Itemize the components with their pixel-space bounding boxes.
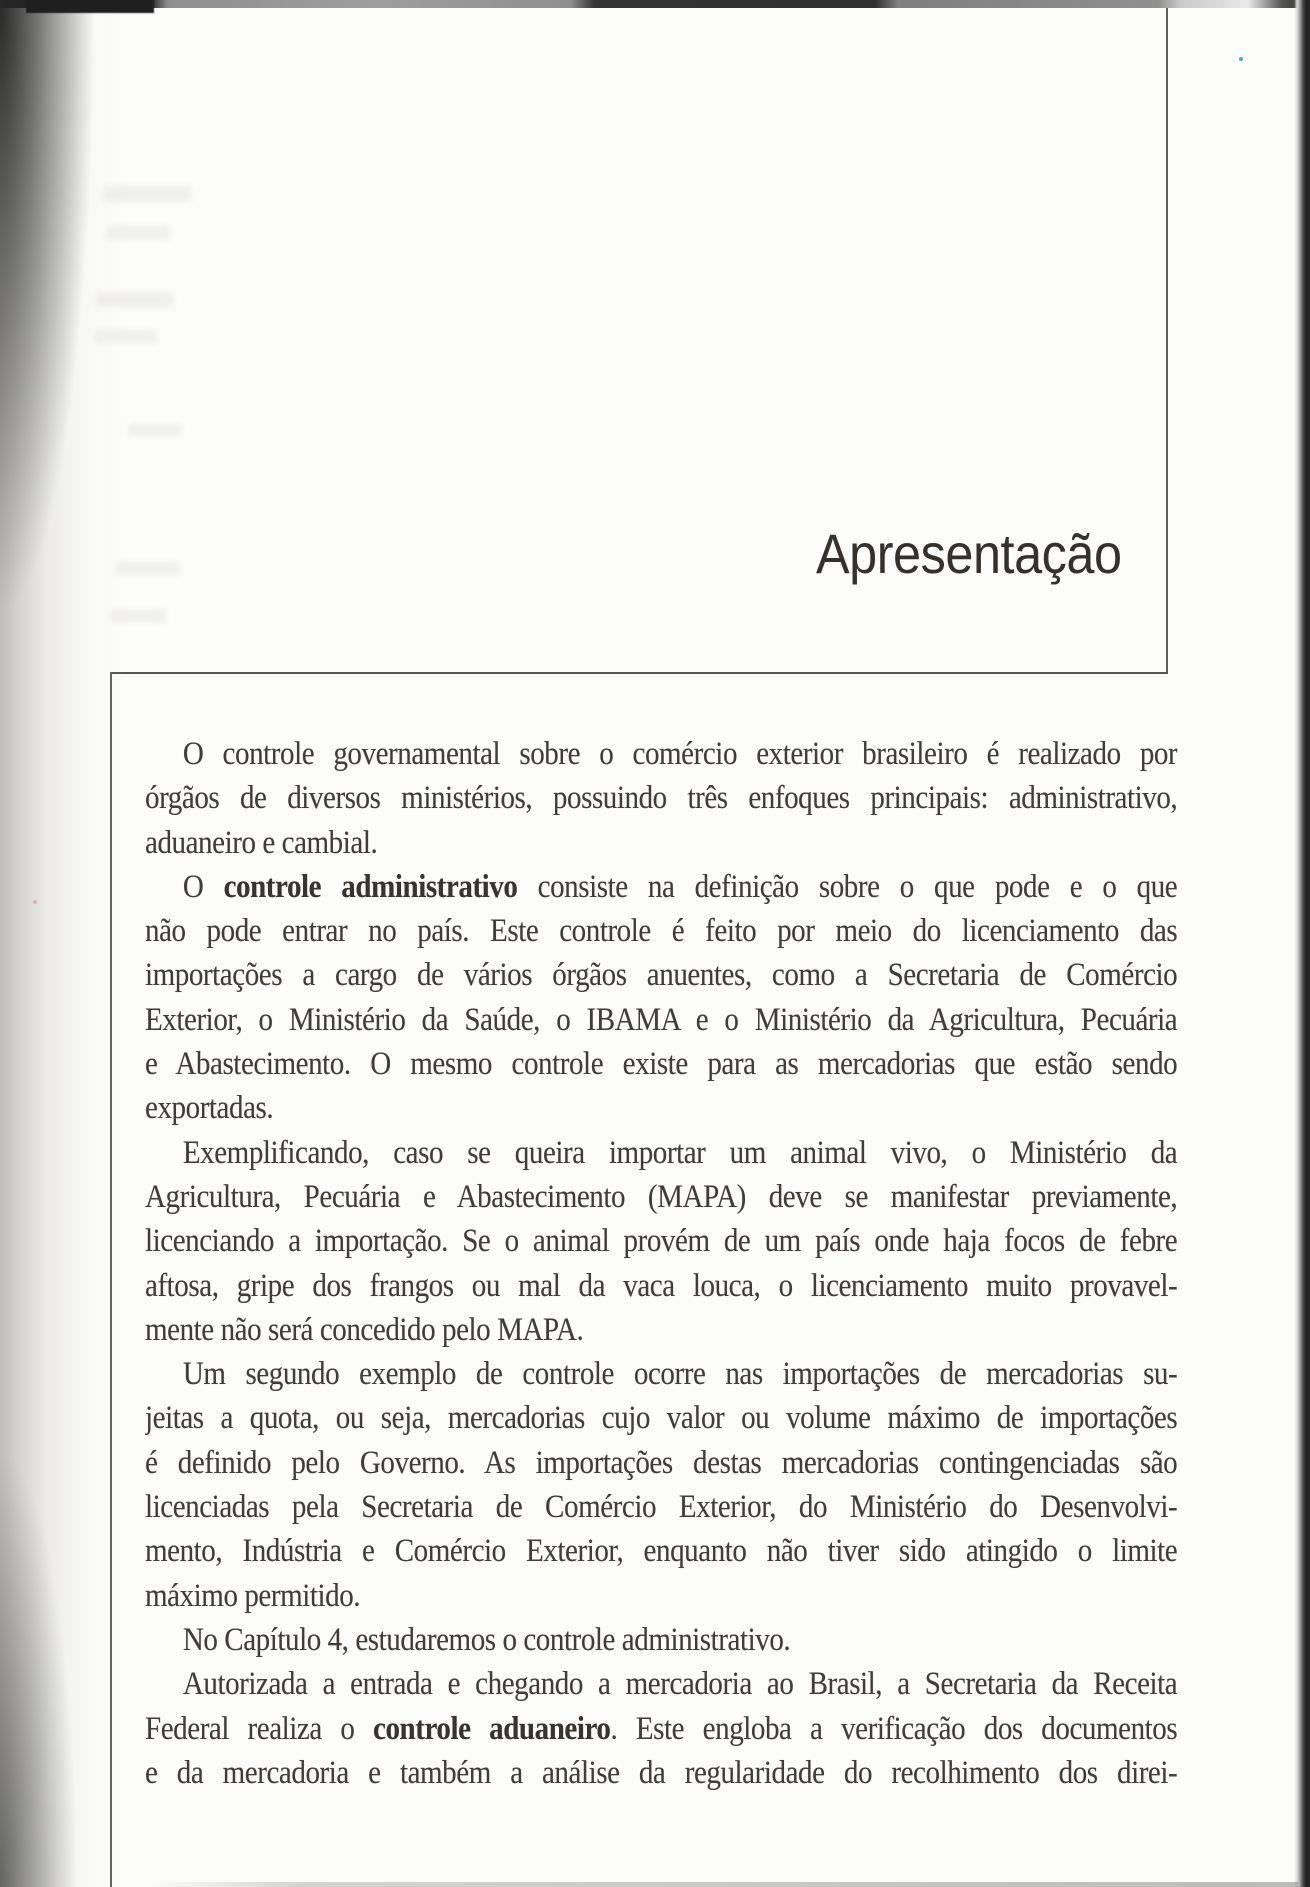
text-line: é definido pelo Governo. As importações destas mercadorias contingenciadas são — [145, 1444, 1178, 1481]
text-run: consiste na definição sobre o que pode e o que — [517, 868, 1178, 905]
box-divider-horizontal — [110, 672, 1168, 674]
text-line: e Abastecimento. O mesmo controle existe para as mercadorias que estão sendo — [145, 1046, 1178, 1083]
text-run: O — [182, 868, 224, 905]
scan-edge-right — [1294, 0, 1310, 1887]
bold-text-run: controle aduaneiro — [373, 1710, 611, 1747]
page-title: Apresentação — [816, 522, 1122, 585]
text-run: . Este engloba a verificação dos documentos — [610, 1710, 1178, 1747]
text-line: No Capítulo 4, estudaremos o controle administrativo. — [182, 1621, 791, 1658]
scan-edge-top — [0, 0, 1310, 8]
text-line: licenciando a importação. Se o animal provém de um país onde haja focos de febre — [145, 1223, 1178, 1260]
text-line: Agricultura, Pecuária e Abastecimento (MAPA) deve se manifestar previamente, — [145, 1178, 1178, 1215]
text-line — [145, 1707, 1177, 1751]
scan-dot-teal — [1239, 57, 1243, 61]
text-line: O controle governamental sobre o comércio exterior brasileiro é realizado por — [182, 736, 1178, 772]
text-line: máximo permitido. — [145, 1577, 361, 1614]
text-line: licenciadas pela Secretaria de Comércio Exterior, do Ministério do Desenvolvi- — [145, 1489, 1178, 1526]
text-line: jeitas a quota, ou seja, mercadorias cujo valor ou volume máximo de importações — [145, 1400, 1178, 1437]
text-line: mento, Indústria e Comércio Exterior, enquanto não tiver sido atingido o limite — [145, 1533, 1178, 1570]
scan-edge-top-notch — [26, 0, 154, 13]
body-text — [145, 732, 1177, 1795]
text-line: Um segundo exemplo de controle ocorre nas importações de mercadorias su- — [182, 1356, 1178, 1393]
text-line: órgãos de diversos ministérios, possuindo três enfoques principais: administrativo, — [145, 780, 1178, 817]
text-line: Autorizada a entrada e chegando a mercadoria ao Brasil, a Secretaria da Receita — [182, 1666, 1178, 1703]
title-box-right-border — [1166, 0, 1168, 674]
text-run: Federal realiza o — [145, 1710, 374, 1747]
text-line: importações a cargo de vários órgãos anuentes, como a Secretaria de Comércio — [145, 957, 1178, 994]
gutter-shadow — [0, 0, 140, 1887]
text-line: Exemplificando, caso se queira importar um animal vivo, o Ministério da — [182, 1134, 1178, 1171]
text-line: não pode entrar no país. Este controle é feito por meio do licenciamento das — [145, 913, 1178, 950]
text-line — [145, 865, 1177, 909]
text-line: aftosa, gripe dos frangos ou mal da vaca louca, o licenciamento muito provavel- — [145, 1267, 1178, 1304]
scan-edge-bottom — [150, 1882, 1298, 1887]
text-line: exportadas. — [145, 1090, 274, 1127]
bold-text-run: controle administrativo — [223, 868, 518, 905]
scan-dot-pink — [33, 900, 37, 904]
text-line: aduaneiro e cambial. — [145, 824, 378, 861]
text-line: Exterior, o Ministério da Saúde, o IBAMA e o Ministério da Agricultura, Pecuária — [145, 1001, 1178, 1038]
text-line: e da mercadoria e também a análise da regularidade do recolhimento dos direi- — [145, 1754, 1178, 1791]
text-line: mente não será concedido pelo MAPA. — [145, 1311, 584, 1348]
